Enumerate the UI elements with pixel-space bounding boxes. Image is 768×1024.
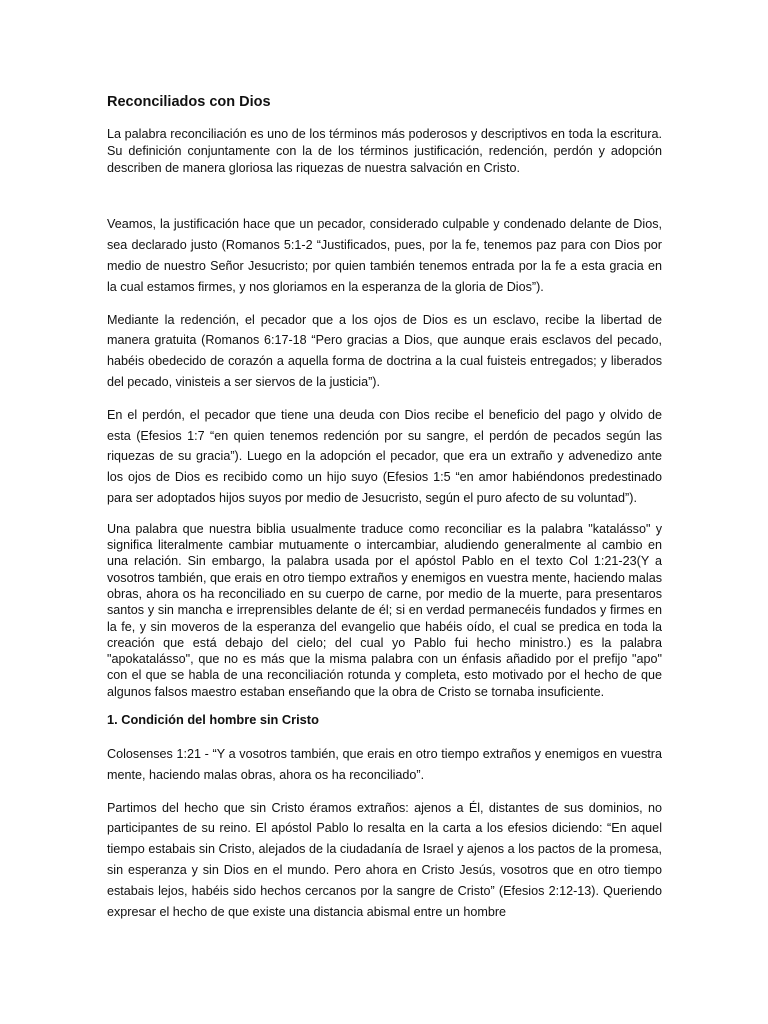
paragraph-katalasso: Una palabra que nuestra biblia usualmente traduce como reconciliar es la palabra "katalásso" y significa literalmente cambiar mutuamente o intercambiar, aludiendo generalmente al cambio en una relación. Sin embargo, la palabra usada por el apóstol Pablo en el texto Col 1:21-23(Y a vosotros también, que erais en otro tiempo extraños y enemigos en vuestra mente, haciendo malas obras, ahora os ha reconciliado en su cuerpo de carne, por medio de la muerte, para presentaros santos y sin mancha e irreprensibles delante de él; si en verdad permanecéis fundados y firmes en la fe, y sin moveros de la esperanza del evangelio que habéis oído, el cual se predica en toda la creación que está debajo del cielo; del cual yo Pablo fui hecho ministro.) es la palabra "apokatalásso", que no es más que la misma palabra con un énfasis añadido por el prefijo "apo" con el que se habla de una reconciliación rotunda y completa, esto motivado por el hecho de que algunos falsos maestro estaban enseñando que la obra de Cristo se tornaba insuficiente. <box>107 521 662 699</box>
section-heading: 1. Condición del hombre sin Cristo <box>107 712 319 728</box>
document-title: Reconciliados con Dios <box>107 94 271 110</box>
paragraph-redemption: Mediante la redención, el pecador que a los ojos de Dios es un esclavo, recibe la libertad de manera gratuita (Romanos 6:17-18 “Pero gracias a Dios, que aunque erais esclavos del pecado, habéis obedecido de corazón a aquella forma de doctrina a la cual fuisteis entregados; y liberados del pecado, vinisteis a ser siervos de la justicia”). <box>107 312 662 389</box>
paragraph-intro: La palabra reconciliación es uno de los términos más poderosos y descriptivos en toda la escritura. Su definición conjuntamente con la de los términos justificación, redención, perdón y adopción describen de manera gloriosa las riquezas de nuestra salvación en Cristo. <box>107 127 662 175</box>
paragraph-justification: Veamos, la justificación hace que un pecador, considerado culpable y condenado delante de Dios, sea declarado justo (Romanos 5:1-2 “Justificados, pues, por la fe, tenemos paz para con Dios por medio de nuestro Señor Jesucristo; por quien también tenemos entrada por la fe a esta gracia en la cual estamos firmes, y nos gloriamos en la esperanza de la gloria de Dios”). <box>107 217 662 294</box>
paragraph-forgiveness-adoption: En el perdón, el pecador que tiene una deuda con Dios recibe el beneficio del pago y olvido de esta (Efesios 1:7 “en quien tenemos redención por su sangre, el perdón de pecados según las riquezas de su gracia”). Luego en la adopción el pecador, que era un extraño y advenedizo ante los ojos de Dios es recibido como un hijo suyo (Efesios 1:5 “en amor habiéndonos predestinado para ser adoptados hijos suyos por medio de Jesucristo, según el puro afecto de su voluntad”). <box>107 407 662 505</box>
paragraph-colosenses: Colosenses 1:21 - “Y a vosotros también, que erais en otro tiempo extraños y enemigos en vuestra mente, haciendo malas obras, ahora os ha reconciliado”. <box>107 747 662 782</box>
paragraph-extranos: Partimos del hecho que sin Cristo éramos extraños: ajenos a Él, distantes de sus dominios, no participantes de su reino. El apóstol Pablo lo resalta en la carta a los efesios diciendo: “En aquel tiempo estabais sin Cristo, alejados de la ciudadanía de Israel y ajenos a los pactos de la promesa, sin esperanza y sin Dios en el mundo. Pero ahora en Cristo Jesús, vosotros que en otro tiempo estabais lejos, habéis sido hechos cercanos por la sangre de Cristo” (Efesios 2:12-13). Queriendo expresar el hecho de que existe una distancia abismal entre un hombre <box>107 800 662 919</box>
